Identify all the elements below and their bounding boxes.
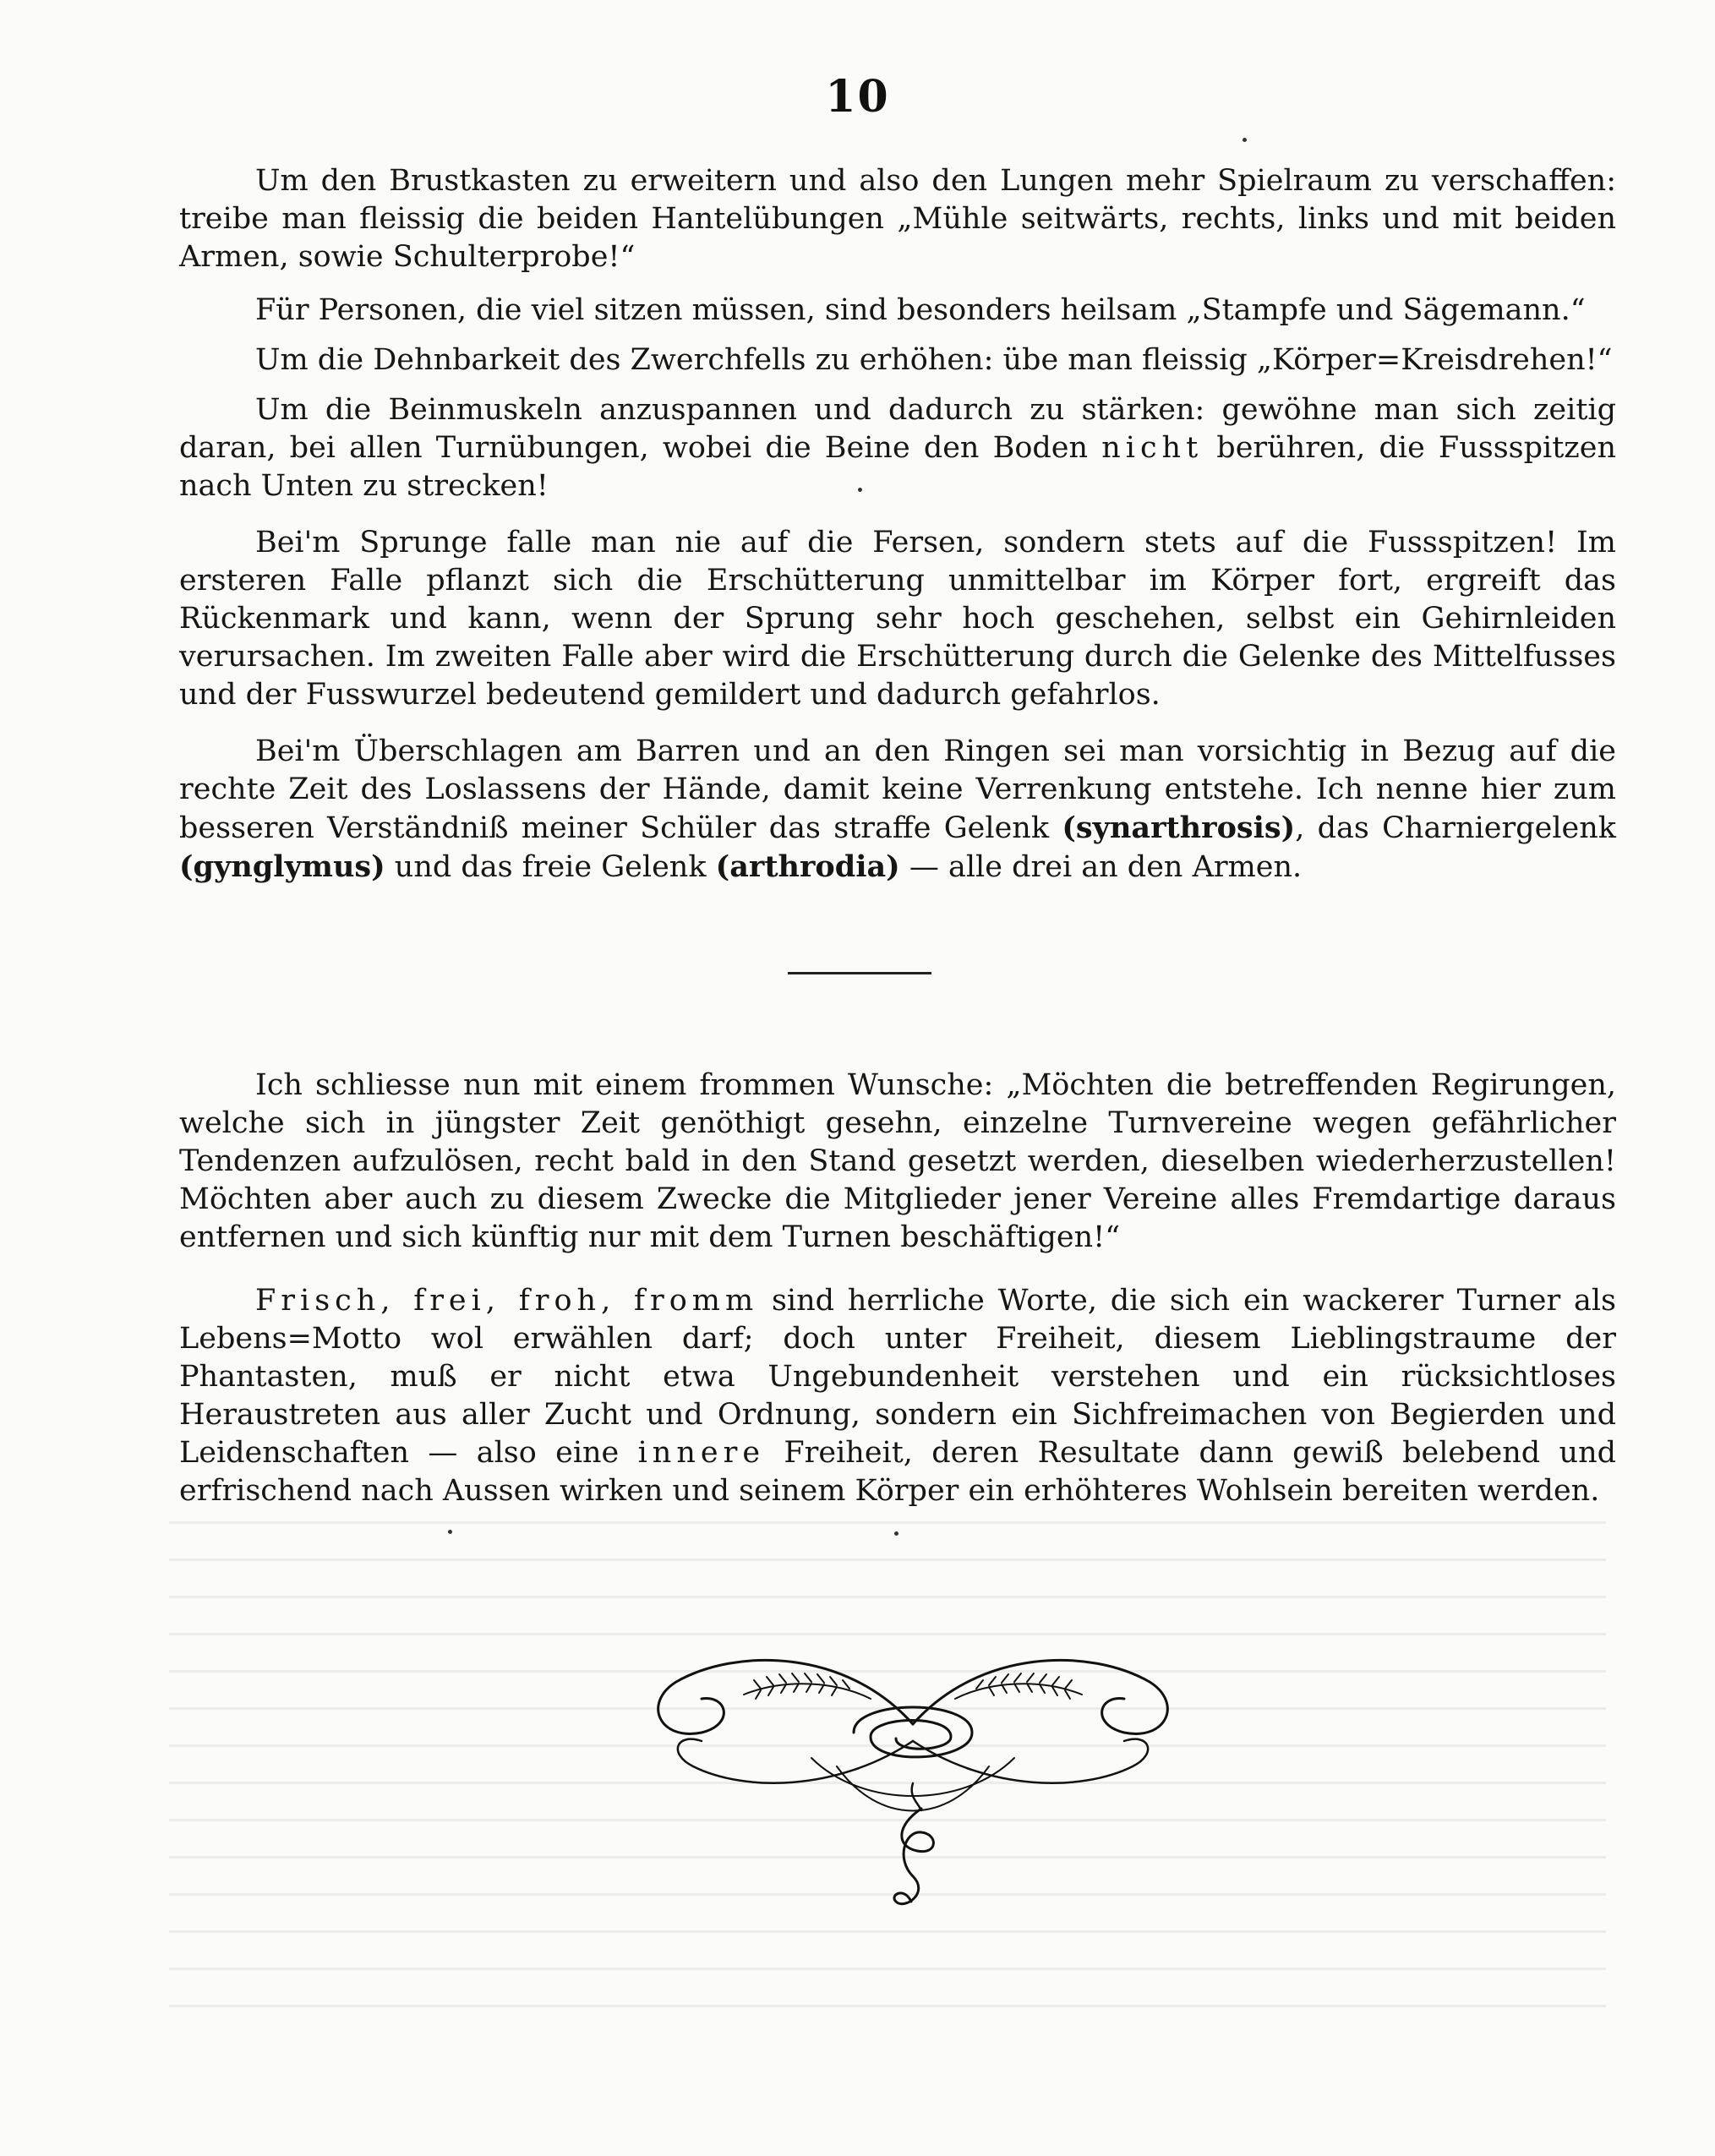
ink-speck: [448, 1530, 452, 1534]
paragraph-chest: Um den Brustkasten zu erweitern und also den Lungen mehr Spielraum zu verschaffen: treibe man fleissig die beiden Hantelübungen „Mühle seitwärts, rechts, links und mit beiden Armen, sowie Schulterprobe!“: [179, 164, 1616, 274]
lower-text-block: [179, 1067, 1616, 1510]
paragraph-joints: Bei'm Überschlagen am Barren und an den Ringen sei man vorsichtig in Bezug auf die rechte Zeit des Loslassens der Hände, damit keine Verrenkung entstehe. Ich nenne hier zum besseren Verständniß meiner Schüler das straffe Gelenk (synarthrosis), das Charniergelenk (gynglymus) und das freie Gelenk (arthrodia) — alle drei an den Armen.: [179, 734, 1616, 884]
ink-speck: [1243, 138, 1247, 142]
paragraph-leg-muscles: Um die Beinmuskeln anzuspannen und dadurch zu stärken: gewöhne man sich zeitig daran, bei allen Turnübungen, wobei die Beine den Boden nicht berühren, die Fussspitzen nach Unten zu strecken!: [179, 393, 1616, 503]
section-divider: [788, 972, 931, 974]
paragraph-diaphragm: Um die Dehnbarkeit des Zwerchfells zu erhöhen: übe man fleissig „Körper=Kreisdrehen!“: [255, 343, 1613, 377]
paragraph-wish: Ich schliesse nun mit einem frommen Wunsche: „Möchten die betreffenden Regirungen, welche sich in jüngster Zeit genöthigt gesehn, einzelne Turnvereine wegen gefährlicher Tendenzen aufzulösen, recht bald in den Stand gesetzt werden, dieselben wiederherzustellen! Möchten aber auch zu diesem Zwecke die Mitglieder jener Vereine alles Fremdartige daraus entfernen und sich künftig nur mit dem Turnen beschäftigen!“: [179, 1068, 1616, 1254]
ink-speck: [894, 1531, 898, 1536]
upper-text-block: [179, 162, 1616, 887]
paragraph-jumping: Bei'm Sprunge falle man nie auf die Fersen, sondern stets auf die Fussspitzen! Im ersteren Falle pflanzt sich die Erschütterung unmittelbar im Körper fort, ergreift das Rückenmark und kann, wenn der Sprung sehr hoch geschehen, selbst ein Gehirnleiden verursachen. Im zweiten Falle aber wird die Erschütterung durch die Gelenke des Mittelfusses und der Fusswurzel bedeutend gemildert und dadurch gefahrlos.: [179, 526, 1616, 712]
page-number: 10: [825, 71, 890, 123]
paragraph-motto: Frisch, frei, froh, fromm sind herrliche Worte, die sich ein wackerer Turner als Lebens=Motto wol erwählen darf; doch unter Freiheit, diesem Lieblingstraume der Phantasten, muß er nicht etwa Ungebundenheit verstehen und ein rücksichtloses Heraustreten aus aller Zucht und Ordnung, sondern ein Sichfreimachen von Begierden und Leidenschaften — also eine innere Freiheit, deren Resultate dann gewiß belebend und erfrischend nach Aussen wirken und seinem Körper ein erhöhteres Wohlsein bereiten werden.: [179, 1284, 1617, 1508]
paragraph-sitting: Für Personen, die viel sitzen müssen, sind besonders heilsam „Stampfe und Sägemann.“: [255, 293, 1586, 327]
flourish-ornament-icon: [642, 1614, 1183, 1927]
